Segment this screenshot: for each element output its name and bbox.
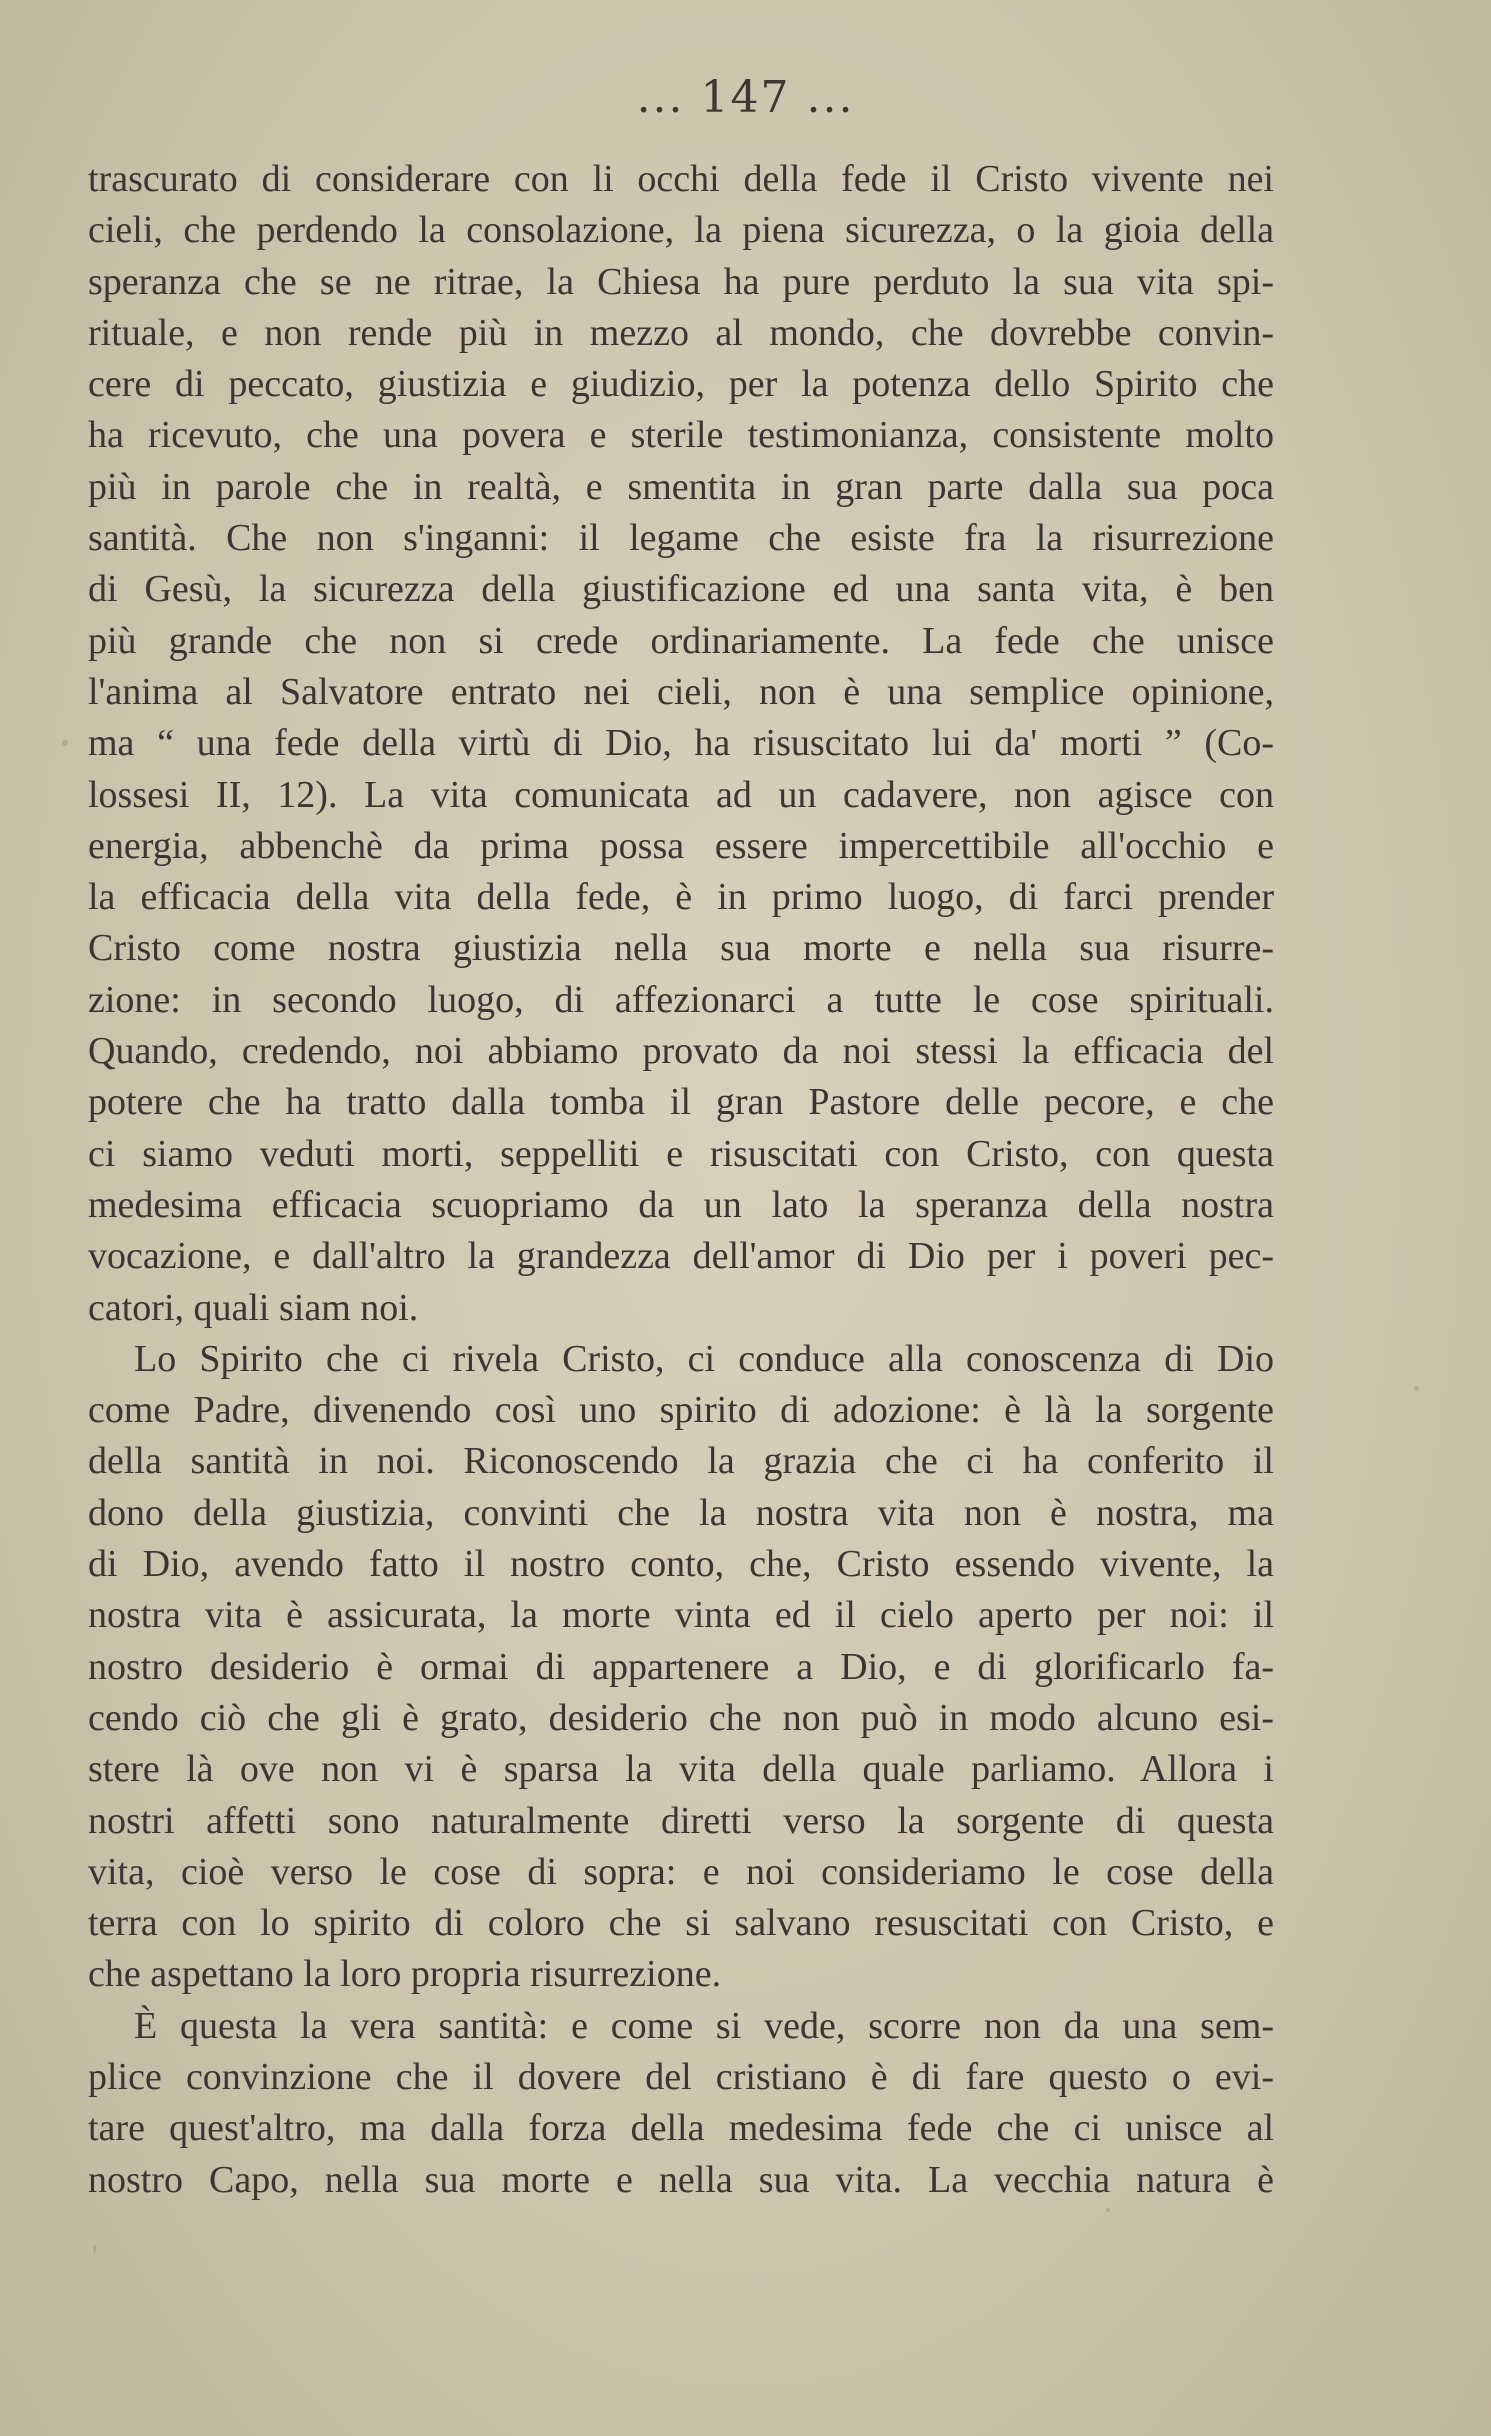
text-line: potere che ha tratto dalla tomba il gran Pastore delle pecore, e che [88,1081,1274,1124]
text-line: l'anima al Salvatore entrato nei cieli, non è una semplice opinione, [88,670,1274,713]
text-line: ma “ una fede della virtù di Dio, ha risuscitato lui da' morti ” (Co- [88,722,1274,765]
text-line: medesima efficacia scuopriamo da un lato la speranza della nostra [88,1183,1274,1226]
text-line: che aspettano la loro propria risurrezione. [88,1953,722,1996]
text-line: la efficacia della vita della fede, è in primo luogo, di farci prender [88,876,1274,919]
body-text [88,154,1274,2206]
text-line: come Padre, divenendo così uno spirito di adozione: è là la sorgente [88,1389,1274,1432]
text-line: santità. Che non s'inganni: il legame che esiste fra la risurrezione [88,517,1274,560]
text-line: Lo Spirito che ci rivela Cristo, ci conduce alla conoscenza di Dio [134,1337,1274,1380]
text-line: nostra vita è assicurata, la morte vinta ed il cielo aperto per noi: il [88,1594,1274,1637]
text-line: cendo ciò che gli è grato, desiderio che non può in modo alcuno esi- [88,1696,1274,1739]
text-line: cieli, che perdendo la consolazione, la piena sicurezza, o la gioia della [88,209,1274,252]
text-line: stere là ove non vi è sparsa la vita della quale parliamo. Allora i [88,1748,1274,1791]
text-line: rituale, e non rende più in mezzo al mondo, che dovrebbe convin- [88,311,1274,354]
text-line: È questa la vera santità: e come si vede, scorre non da una sem- [134,2004,1274,2047]
text-line: lossesi II, 12). La vita comunicata ad un cadavere, non agisce con [88,773,1274,816]
text-line: ha ricevuto, che una povera e sterile testimonianza, consistente molto [88,414,1274,457]
text-line: Cristo come nostra giustizia nella sua morte e nella sua risurre- [88,927,1274,970]
paper-spot [1106,2208,1110,2212]
text-line: catori, quali siam noi. [88,1286,419,1329]
text-line: cere di peccato, giustizia e giudizio, per la potenza dello Spirito che [88,363,1274,406]
paper-spot [93,2245,96,2253]
text-line: tare quest'altro, ma dalla forza della medesima fede che ci unisce al [88,2107,1274,2150]
text-line: più in parole che in realtà, e smentita in gran parte dalla sua poca [88,465,1274,508]
text-line: di Dio, avendo fatto il nostro conto, che, Cristo essendo vivente, la [88,1543,1274,1586]
text-line: dono della giustizia, convinti che la nostra vita non è nostra, ma [88,1491,1274,1534]
text-line: terra con lo spirito di coloro che si salvano resuscitati con Cristo, e [88,1902,1274,1945]
text-line: nostro desiderio è ormai di appartenere a Dio, e di glorificarlo fa- [88,1645,1274,1688]
text-line: energia, abbenchè da prima possa essere impercettibile all'occhio e [88,824,1274,867]
paper-spot [62,740,68,746]
text-line: di Gesù, la sicurezza della giustificazione ed una santa vita, è ben [88,568,1274,611]
text-line: Quando, credendo, noi abbiamo provato da noi stessi la efficacia del [88,1030,1274,1073]
text-line: vocazione, e dall'altro la grandezza dell'amor di Dio per i poveri pec- [88,1235,1274,1278]
text-line: ci siamo veduti morti, seppelliti e risuscitati con Cristo, con questa [88,1132,1274,1175]
text-line: della santità in noi. Riconoscendo la grazia che ci ha conferito il [88,1440,1274,1483]
text-line: nostro Capo, nella sua morte e nella sua vita. La vecchia natura è [88,2158,1274,2201]
paper-spot [1414,1386,1419,1391]
text-line: nostri affetti sono naturalmente diretti verso la sorgente di questa [88,1799,1274,1842]
page-number: ... 147 ... [636,72,855,123]
text-line: zione: in secondo luogo, di affezionarci a tutte le cose spirituali. [88,978,1274,1021]
text-line: trascurato di considerare con li occhi della fede il Cristo vivente nei [88,158,1274,200]
text-line: vita, cioè verso le cose di sopra: e noi consideriamo le cose della [88,1850,1274,1893]
text-line: più grande che non si crede ordinariamente. La fede che unisce [88,619,1274,662]
text-line: plice convinzione che il dovere del cristiano è di fare questo o evi- [88,2055,1274,2098]
text-line: speranza che se ne ritrae, la Chiesa ha pure perduto la sua vita spi- [88,260,1274,303]
